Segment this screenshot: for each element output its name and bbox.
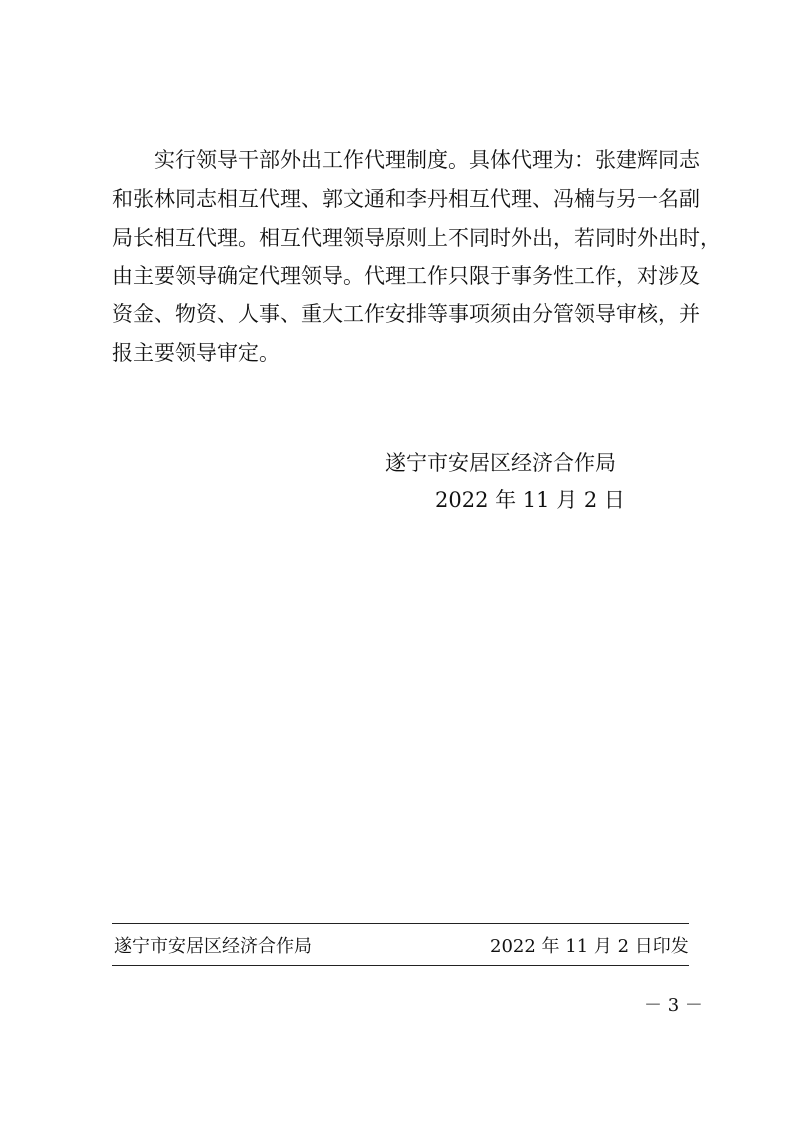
signature-date: 2022 年 11 月 2 日	[435, 488, 625, 512]
paragraph-line: 资金、物资、人事、重大工作安排等事项须由分管领导审核，并	[112, 302, 700, 326]
page-number: － 3 －	[644, 995, 703, 1016]
paragraph-line: 由主要领导确定代理领导。代理工作只限于事务性工作，对涉及	[112, 264, 700, 288]
paragraph-line: 和张林同志相互代理、郭文通和李丹相互代理、冯楠与另一名副	[112, 187, 700, 211]
footer-issue-date: 2022 年 11 月 2 日印发	[490, 936, 689, 957]
footer-top-rule	[112, 923, 689, 924]
paragraph-line: 实行领导干部外出工作代理制度。具体代理为：张建辉同志	[112, 148, 700, 172]
footer-bottom-rule	[112, 965, 689, 966]
paragraph-line: 报主要领导审定。	[112, 341, 280, 365]
signature-organization: 遂宁市安居区经济合作局	[385, 451, 616, 475]
paragraph-line: 局长相互代理。相互代理领导原则上不同时外出，若同时外出时，	[112, 226, 721, 250]
footer-issuer: 遂宁市安居区经济合作局	[114, 936, 312, 957]
